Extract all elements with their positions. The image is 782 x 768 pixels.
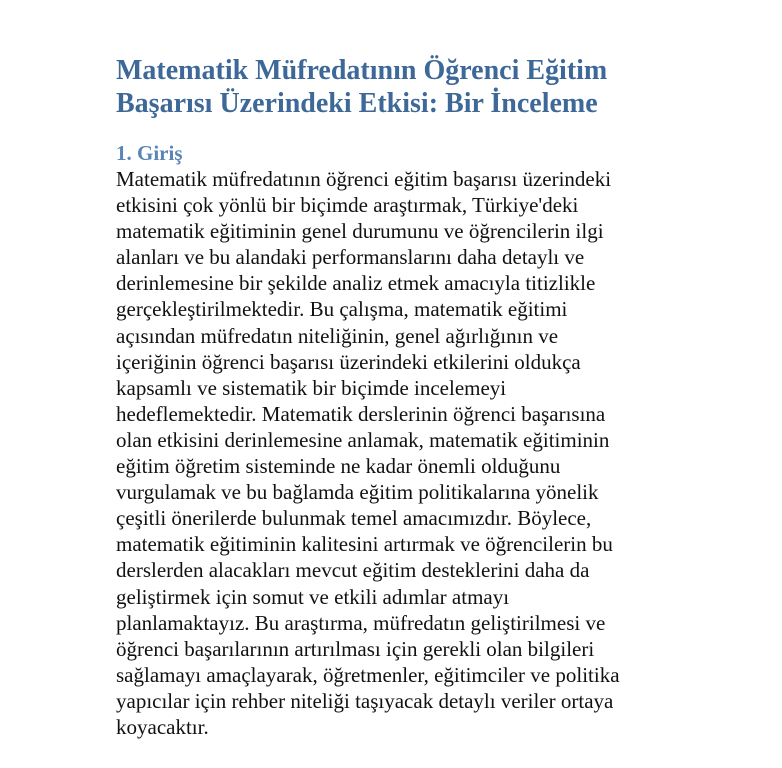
paragraph-line: vurgulamak ve bu bağlamda eğitim politikalarına yönelik: [116, 480, 599, 505]
paragraph-line: kapsamlı ve sistematik bir biçimde incelemeyi: [116, 375, 507, 400]
paragraph-line: sağlamayı amaçlayarak, öğretmenler, eğitimciler ve politika: [116, 662, 620, 687]
paragraph-line: geliştirmek için somut ve etkili adımlar atmayı: [116, 584, 510, 609]
document-title: [116, 54, 716, 120]
paragraph-line: yapıcılar için rehber niteliği taşıyacak detaylı veriler ortaya: [116, 688, 614, 713]
introduction-paragraph: [116, 166, 676, 740]
paragraph-line: gerçekleştirilmektedir. Bu çalışma, matematik eğitimi: [116, 297, 568, 322]
paragraph-line: matematik eğitiminin genel durumunu ve öğrencilerin ilgi: [116, 219, 604, 244]
paragraph-line: derslerden alacakları mevcut eğitim desteklerini daha da: [116, 558, 590, 583]
paragraph-line: alanları ve bu alandaki performanslarını daha detaylı ve: [116, 245, 585, 270]
paragraph-line: derinlemesine bir şekilde analiz etmek amacıyla titizlikle: [116, 271, 596, 296]
paragraph-line: açısından müfredatın niteliğinin, genel ağırlığının ve: [116, 323, 559, 348]
paragraph-line: koyacaktır.: [116, 714, 209, 739]
paragraph-line: planlamaktayız. Bu araştırma, müfredatın geliştirilmesi ve: [116, 610, 606, 635]
paragraph-line: Matematik müfredatının öğrenci eğitim başarısı üzerindeki: [116, 167, 612, 191]
paragraph-line: matematik eğitiminin kalitesini artırmak ve öğrencilerin bu: [116, 532, 613, 557]
paragraph-line: içeriğinin öğrenci başarısı üzerindeki etkilerini oldukça: [116, 349, 581, 374]
paragraph-line: etkisini çok yönlü bir biçimde araştırmak, Türkiye'deki: [116, 193, 579, 218]
paragraph-line: hedeflemektedir. Matematik derslerinin öğrenci başarısına: [116, 401, 606, 426]
paragraph-line: olan etkisini derinlemesine anlamak, matematik eğitiminin: [116, 427, 610, 452]
paragraph-line: öğrenci başarılarının artırılması için gerekli olan bilgileri: [116, 636, 595, 661]
paragraph-line: çeşitli önerilerde bulunmak temel amacımızdır. Böylece,: [116, 506, 592, 531]
section-heading-introduction: 1. Giriş: [116, 141, 183, 165]
title-line: Matematik Müfredatının Öğrenci Eğitim: [116, 55, 608, 86]
paragraph-line: eğitim öğretim sisteminde ne kadar önemli olduğunu: [116, 454, 561, 479]
title-line: Başarısı Üzerindeki Etkisi: Bir İnceleme: [116, 88, 598, 119]
